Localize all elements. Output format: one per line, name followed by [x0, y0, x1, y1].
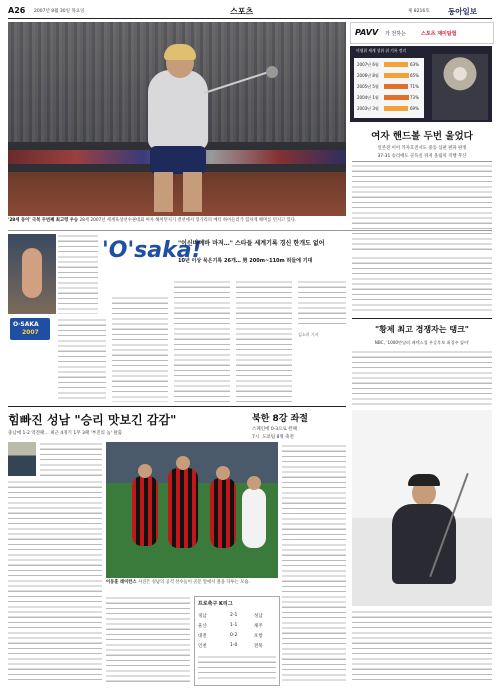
osaka-photo-credit: 김소희 기자 [298, 332, 319, 337]
osaka-body-1 [58, 318, 106, 402]
score-row-1 [198, 623, 276, 631]
osaka-lead-col [58, 234, 98, 314]
stats-table-title: 미셸위 세계 상위 위 기록 정리 [356, 48, 407, 53]
score-value: 1-1 [230, 623, 238, 628]
tank-rule [352, 318, 492, 319]
handball-sub-1: 일본전 이어 카자흐전서도 중동 심판 편파 판정 [377, 146, 467, 151]
seongnam-headline: 힘빠진 성남 "승리 맛보긴 감감" [8, 413, 177, 427]
golfer-cap [408, 474, 440, 486]
edition-number: 제 8216호 [408, 9, 430, 14]
stats-value: 69% [410, 106, 419, 111]
osaka-logo [10, 318, 50, 340]
golfer-body [392, 504, 456, 584]
score-team1: 울산 [198, 624, 207, 629]
stats-bar [384, 62, 408, 67]
osaka-subhead: 10년 이상 묵은기록 26개… 男 200m~110m 허들에 기대 [178, 258, 313, 264]
athlete-torso [148, 70, 208, 150]
osaka-kicker: "이신바예바 마저…" 스타들 세계기록 경신 한개도 없어 [178, 240, 325, 247]
stats-row-1 [356, 71, 422, 81]
round8-headline: 북한 8강 좌절 [252, 414, 308, 424]
ad-tail: 스포츠 재미탐험 [421, 31, 457, 37]
osaka-big-word: 'O'saka! [102, 238, 202, 263]
football-caption [106, 580, 278, 585]
osaka-body-4 [236, 280, 292, 402]
stats-year: 2007년 6월 [357, 62, 379, 67]
osaka-rule [8, 230, 492, 231]
round8-sub-2: 7시. 도쿄팀 8명 축전 [252, 435, 294, 440]
issue-date: 2007년 8월 30일 목요일 [34, 9, 85, 14]
athlete-shorts [150, 146, 206, 174]
ad-brand: PAVV [355, 28, 379, 37]
osaka-logo-line1: O·SAKA [13, 321, 39, 328]
seongnam-body-3 [106, 596, 190, 684]
osaka-body-5 [298, 280, 346, 328]
player-head-d [247, 476, 261, 490]
stats-row-2 [356, 82, 422, 92]
football-caption-text: 사진은 성남의 공격 선수들이 골문 앞에서 볼을 다투는 모습. [137, 580, 250, 585]
section-title: 스포츠 [230, 7, 254, 16]
photo-caption [8, 218, 346, 228]
score-value: 1-0 [230, 643, 238, 648]
stats-year: 2005년 5월 [357, 84, 379, 89]
pavv-ad-banner [350, 22, 494, 44]
score-row-0 [198, 613, 276, 621]
player-b [168, 468, 198, 548]
player-portrait [8, 442, 36, 476]
score-row-2 [198, 633, 276, 641]
score-team2: 성남 [254, 614, 263, 619]
stats-row-3 [356, 93, 422, 103]
stats-bar [384, 84, 408, 89]
handball-body [352, 164, 492, 252]
handball-headline: 여자 핸드볼 두번 울었다 [371, 131, 473, 142]
stats-year: 2006년 8월 [357, 73, 379, 78]
handball-sub-2: 37-31 승리에도 골득실 뒤져 올림픽 직행 무산 [377, 154, 467, 159]
player-head-b [176, 456, 190, 470]
scores-header: 프로축구 K리그 [198, 601, 233, 607]
football-photo [106, 442, 278, 578]
page-header [8, 4, 492, 18]
tank-sub: NBC, '1000만달러 페덱스컵 우승후보 최경주 꼽아' [374, 340, 470, 345]
score-team1: 인천 [198, 644, 207, 649]
osaka-runner-photo [8, 234, 56, 314]
score-team2: 제주 [254, 624, 263, 629]
stats-value: 65% [410, 73, 419, 78]
golfer-silhouette [432, 54, 488, 120]
score-team2: 전북 [254, 644, 263, 649]
photo-caption-text: 28세 2007년 세계육상선수권대회 여자 해머던지기 결선에서 헝가리의 베티 하이들러가 힘차게 해머를 던지고 있다. [79, 218, 297, 223]
stats-bar [384, 106, 408, 111]
score-value: 2-1 [230, 613, 238, 618]
score-value: 0-2 [230, 633, 238, 638]
scores-notes [198, 655, 276, 681]
masthead-logo: 동아일보 [448, 7, 477, 16]
golf-body-bottom [352, 610, 492, 684]
handball-body-2 [352, 256, 492, 312]
player-d [242, 488, 266, 548]
stats-bar [384, 73, 409, 78]
player-head-a [138, 464, 152, 478]
stats-year: 2003년 3월 [357, 106, 379, 111]
player-head-c [216, 466, 230, 480]
header-rule [8, 18, 492, 19]
football-caption-name: 이동훈 레이턴스 [106, 580, 137, 585]
tank-body [352, 350, 492, 406]
round8-sub-1: 스페인에 0-3으로 완패 [252, 427, 297, 432]
score-row-3 [198, 643, 276, 651]
stats-bar [384, 95, 409, 100]
hammer-ball [266, 66, 278, 78]
scores-box [194, 596, 280, 686]
stats-year: 2004년 1월 [357, 95, 379, 100]
ad-slogan: 가 전하는 [385, 31, 406, 37]
score-team1: 대전 [198, 634, 207, 639]
athlete-hair [164, 44, 196, 60]
seongnam-rule [8, 406, 346, 407]
stats-row-0 [356, 60, 422, 70]
golfer-photo [352, 410, 492, 606]
score-team1: 경남 [198, 614, 207, 619]
seongnam-body-2 [8, 480, 102, 684]
osaka-body-3 [174, 280, 230, 402]
score-team2: 포항 [254, 634, 263, 639]
stats-value: 63% [410, 62, 419, 67]
stats-value: 71% [410, 84, 419, 89]
athlete-legs [154, 172, 202, 212]
osaka-logo-line2: 2007 [22, 329, 39, 336]
player-c [210, 478, 236, 548]
runner-figure [22, 248, 42, 298]
photo-caption-title: '28세 동이' 극복 두번째 최고령 우승 [8, 218, 79, 223]
stats-row-4 [356, 104, 422, 114]
handball-rule [352, 161, 492, 162]
seongnam-sub: 충남에 1-2 역전패… 최근 4경기 1무 3패 '부진의 늪' 탈출 [8, 431, 123, 436]
round8-body [282, 444, 346, 684]
hammer-throw-photo [8, 22, 346, 216]
osaka-body-2 [112, 296, 168, 402]
page-number: A26 [8, 6, 26, 15]
tank-headline: "황제 최고 경쟁자는 탱크" [375, 325, 469, 334]
stats-value: 73% [410, 95, 419, 100]
player-a [132, 476, 158, 546]
